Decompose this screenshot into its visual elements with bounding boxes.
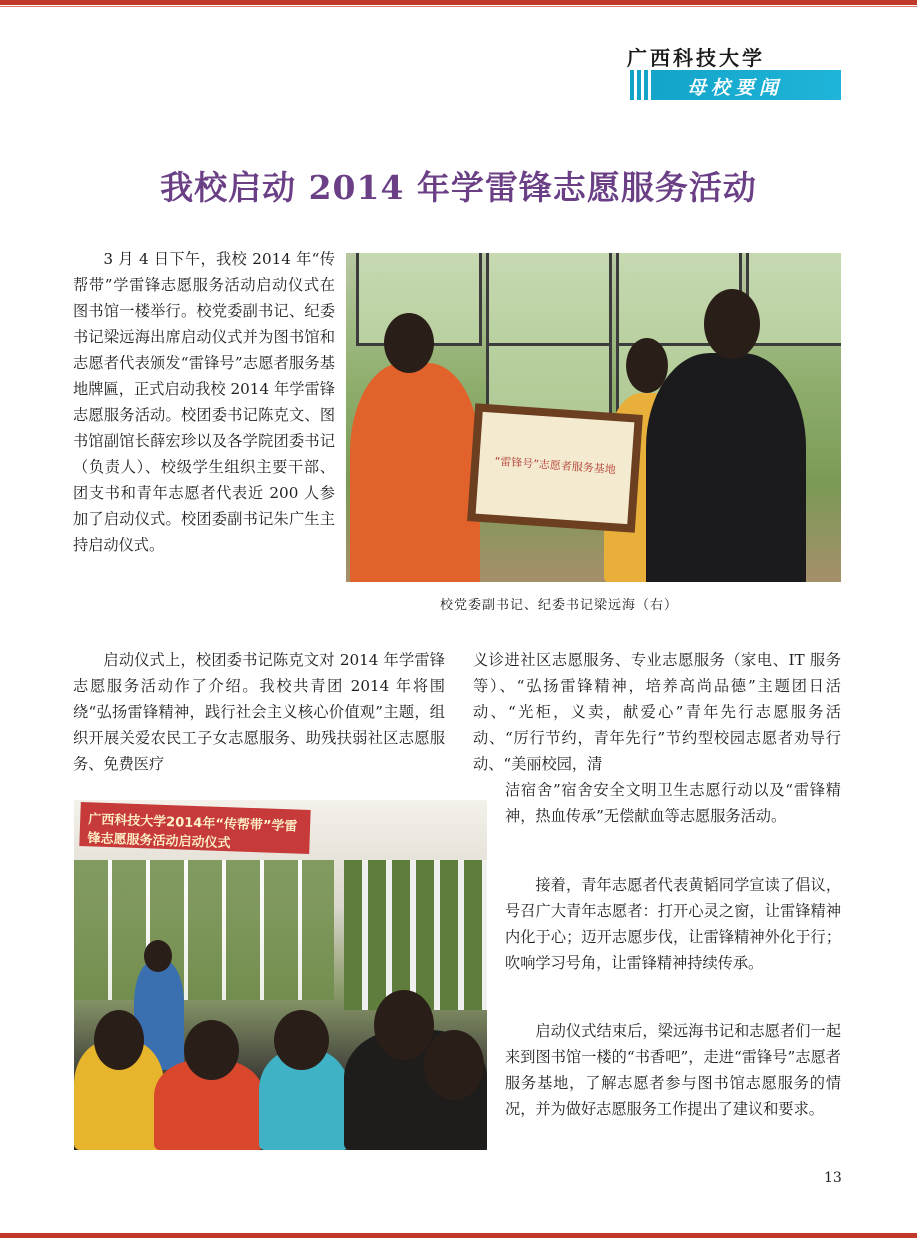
green-windows [74,860,334,1000]
bottom-rule [0,1233,917,1238]
right-windows [344,860,487,1010]
article-title: 我校启动 2014 年学雷锋志愿服务活动 [160,168,757,207]
plaque-text: “雷锋号”志愿者服务基地 [476,412,635,524]
window-frame [746,253,841,346]
section-label-box [627,70,841,100]
page-number: 13 [824,1170,842,1186]
award-photo [346,253,841,582]
event-banner: 广西科技大学2014年“传帮带”学雷锋志愿服务活动启动仪式 [79,802,310,854]
paragraph-2-left: 启动仪式上，校团委书记陈克文对 2014 年学雷锋志愿服务活动作了介绍。我校共青团 2014 年将围绕“弘扬雷锋精神，践行社会主义核心价值观”主题，组织开展关爱农民工子女志愿服务、助残扶弱社区志愿服务、免费医疗 [73,651,445,773]
paragraph-3: 接着，青年志愿者代表黄韬同学宣读了倡议，号召广大青年志愿者：打开心灵之窗，让雷锋精神内化于心；迈开志愿步伐，让雷锋精神外化于行；吹响学习号角，让雷锋精神持续传承。 [505,876,841,972]
photo-caption: 校党委副书记、纪委书记梁远海（右） [440,598,679,613]
paragraph-4: 启动仪式结束后，梁远海书记和志愿者们一起来到图书馆一楼的“书香吧”，走进“雷锋号”志愿者服务基地，了解志愿者参与图书馆志愿服务的情况，并为做好志愿服务工作提出了建议和要求。 [505,1022,841,1118]
head [384,313,434,373]
top-rule [0,0,917,5]
paragraph-2-continued: 洁宿舍”宿舍安全文明卫生志愿行动以及“雷锋精神，热血传承”无偿献血等志愿服务活动。 [505,781,841,825]
paragraph-1: 3 月 4 日下午，我校 2014 年“传帮带”学雷锋志愿服务活动启动仪式在图书馆一楼举行。校党委副书记、纪委书记梁远海出席启动仪式并为图书馆和志愿者代表颁发“雷锋号”志愿者服务基地牌匾，正式启动我校 2014 年学雷锋志愿服务活动。校团委书记陈克文、图书馆副馆长薛宏珍以及各学院团委书记（负责人）、校级学生组织主要干部、团支书和青年志愿者代表近 200 人参加了启动仪式。校团委副书记朱广生主持启动仪式。 [73,250,335,554]
university-name: 广西科技大学 [627,46,765,70]
window-frame [486,253,612,346]
top-rule-thin [0,6,917,7]
woman-orange-coat [350,363,480,582]
paragraph-2-right: 义诊进社区志愿服务、专业志愿服务（家电、IT 服务等）、“弘扬雷锋精神，培养高尚品德”主题团日活动、“光柜，义卖，献爱心”青年先行志愿服务活动、“厉行节约，青年先行”节约型校园志愿者劝导行动、“美丽校园，清 [473,651,841,773]
plaque [467,403,643,532]
head [94,1010,144,1070]
head [144,940,172,972]
head [704,289,760,359]
head [274,1010,329,1070]
head [374,990,434,1060]
section-stripes [627,70,651,100]
section-label: 母校要闻 [687,77,784,99]
head [424,1030,484,1100]
man-dark-suit [646,353,806,582]
ceremony-photo [74,800,487,1150]
head [184,1020,239,1080]
